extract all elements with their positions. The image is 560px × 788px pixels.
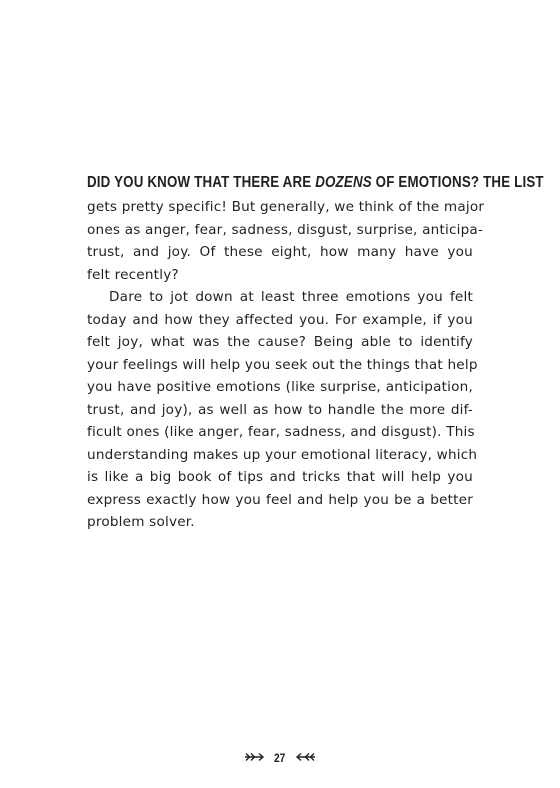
paragraph-2: [87, 286, 478, 534]
paragraph-2-line: today and how they affected you. For example, if you: [87, 311, 473, 328]
paragraph-2-line: Dare to jot down at least three emotions you felt: [109, 289, 473, 305]
body-text: [87, 170, 544, 534]
paragraph-1: [87, 196, 485, 286]
paragraph-1-line: ones as anger, fear, sadness, disgust, surprise, anticipa-: [87, 221, 484, 238]
page-footer: [0, 748, 560, 767]
paragraph-2-line: your feelings will help you seek out the things that help: [87, 356, 478, 373]
arrow-right-ornament-icon: [243, 749, 265, 767]
paragraph-1-line: trust, and joy. Of these eight, how many have you: [87, 244, 473, 260]
paragraph-2-line: you have positive emotions (like surprise, anticipation,: [87, 379, 473, 395]
paragraph-1-line: gets pretty specific! But generally, we think of the major: [87, 199, 485, 215]
paragraph-2-line: is like a big book of tips and tricks that will help you: [87, 469, 473, 485]
page-number: 27: [274, 750, 286, 765]
lead-in-part-2: OF EMOTIONS? THE LIST: [371, 174, 544, 191]
paragraph-1-line: felt recently?: [87, 266, 179, 283]
lead-in-part-1: DID YOU KNOW THAT THERE ARE: [87, 174, 316, 191]
arrow-left-ornament-icon: [295, 749, 317, 767]
paragraph-2-line: trust, and joy), as well as how to handle the more dif-: [87, 401, 473, 418]
paragraph-2-line: felt joy, what was the cause? Being able to identify: [87, 334, 473, 350]
lead-in-heading: [87, 170, 544, 196]
paragraph-2-line: ficult ones (like anger, fear, sadness, and disgust). This: [87, 424, 475, 440]
paragraph-2-line: express exactly how you feel and help you be a better: [87, 491, 473, 508]
paragraph-2-line: problem solver.: [87, 514, 195, 530]
lead-in-emphasis: DOZENS: [315, 174, 372, 191]
paragraph-2-line: understanding makes up your emotional literacy, which: [87, 446, 478, 463]
